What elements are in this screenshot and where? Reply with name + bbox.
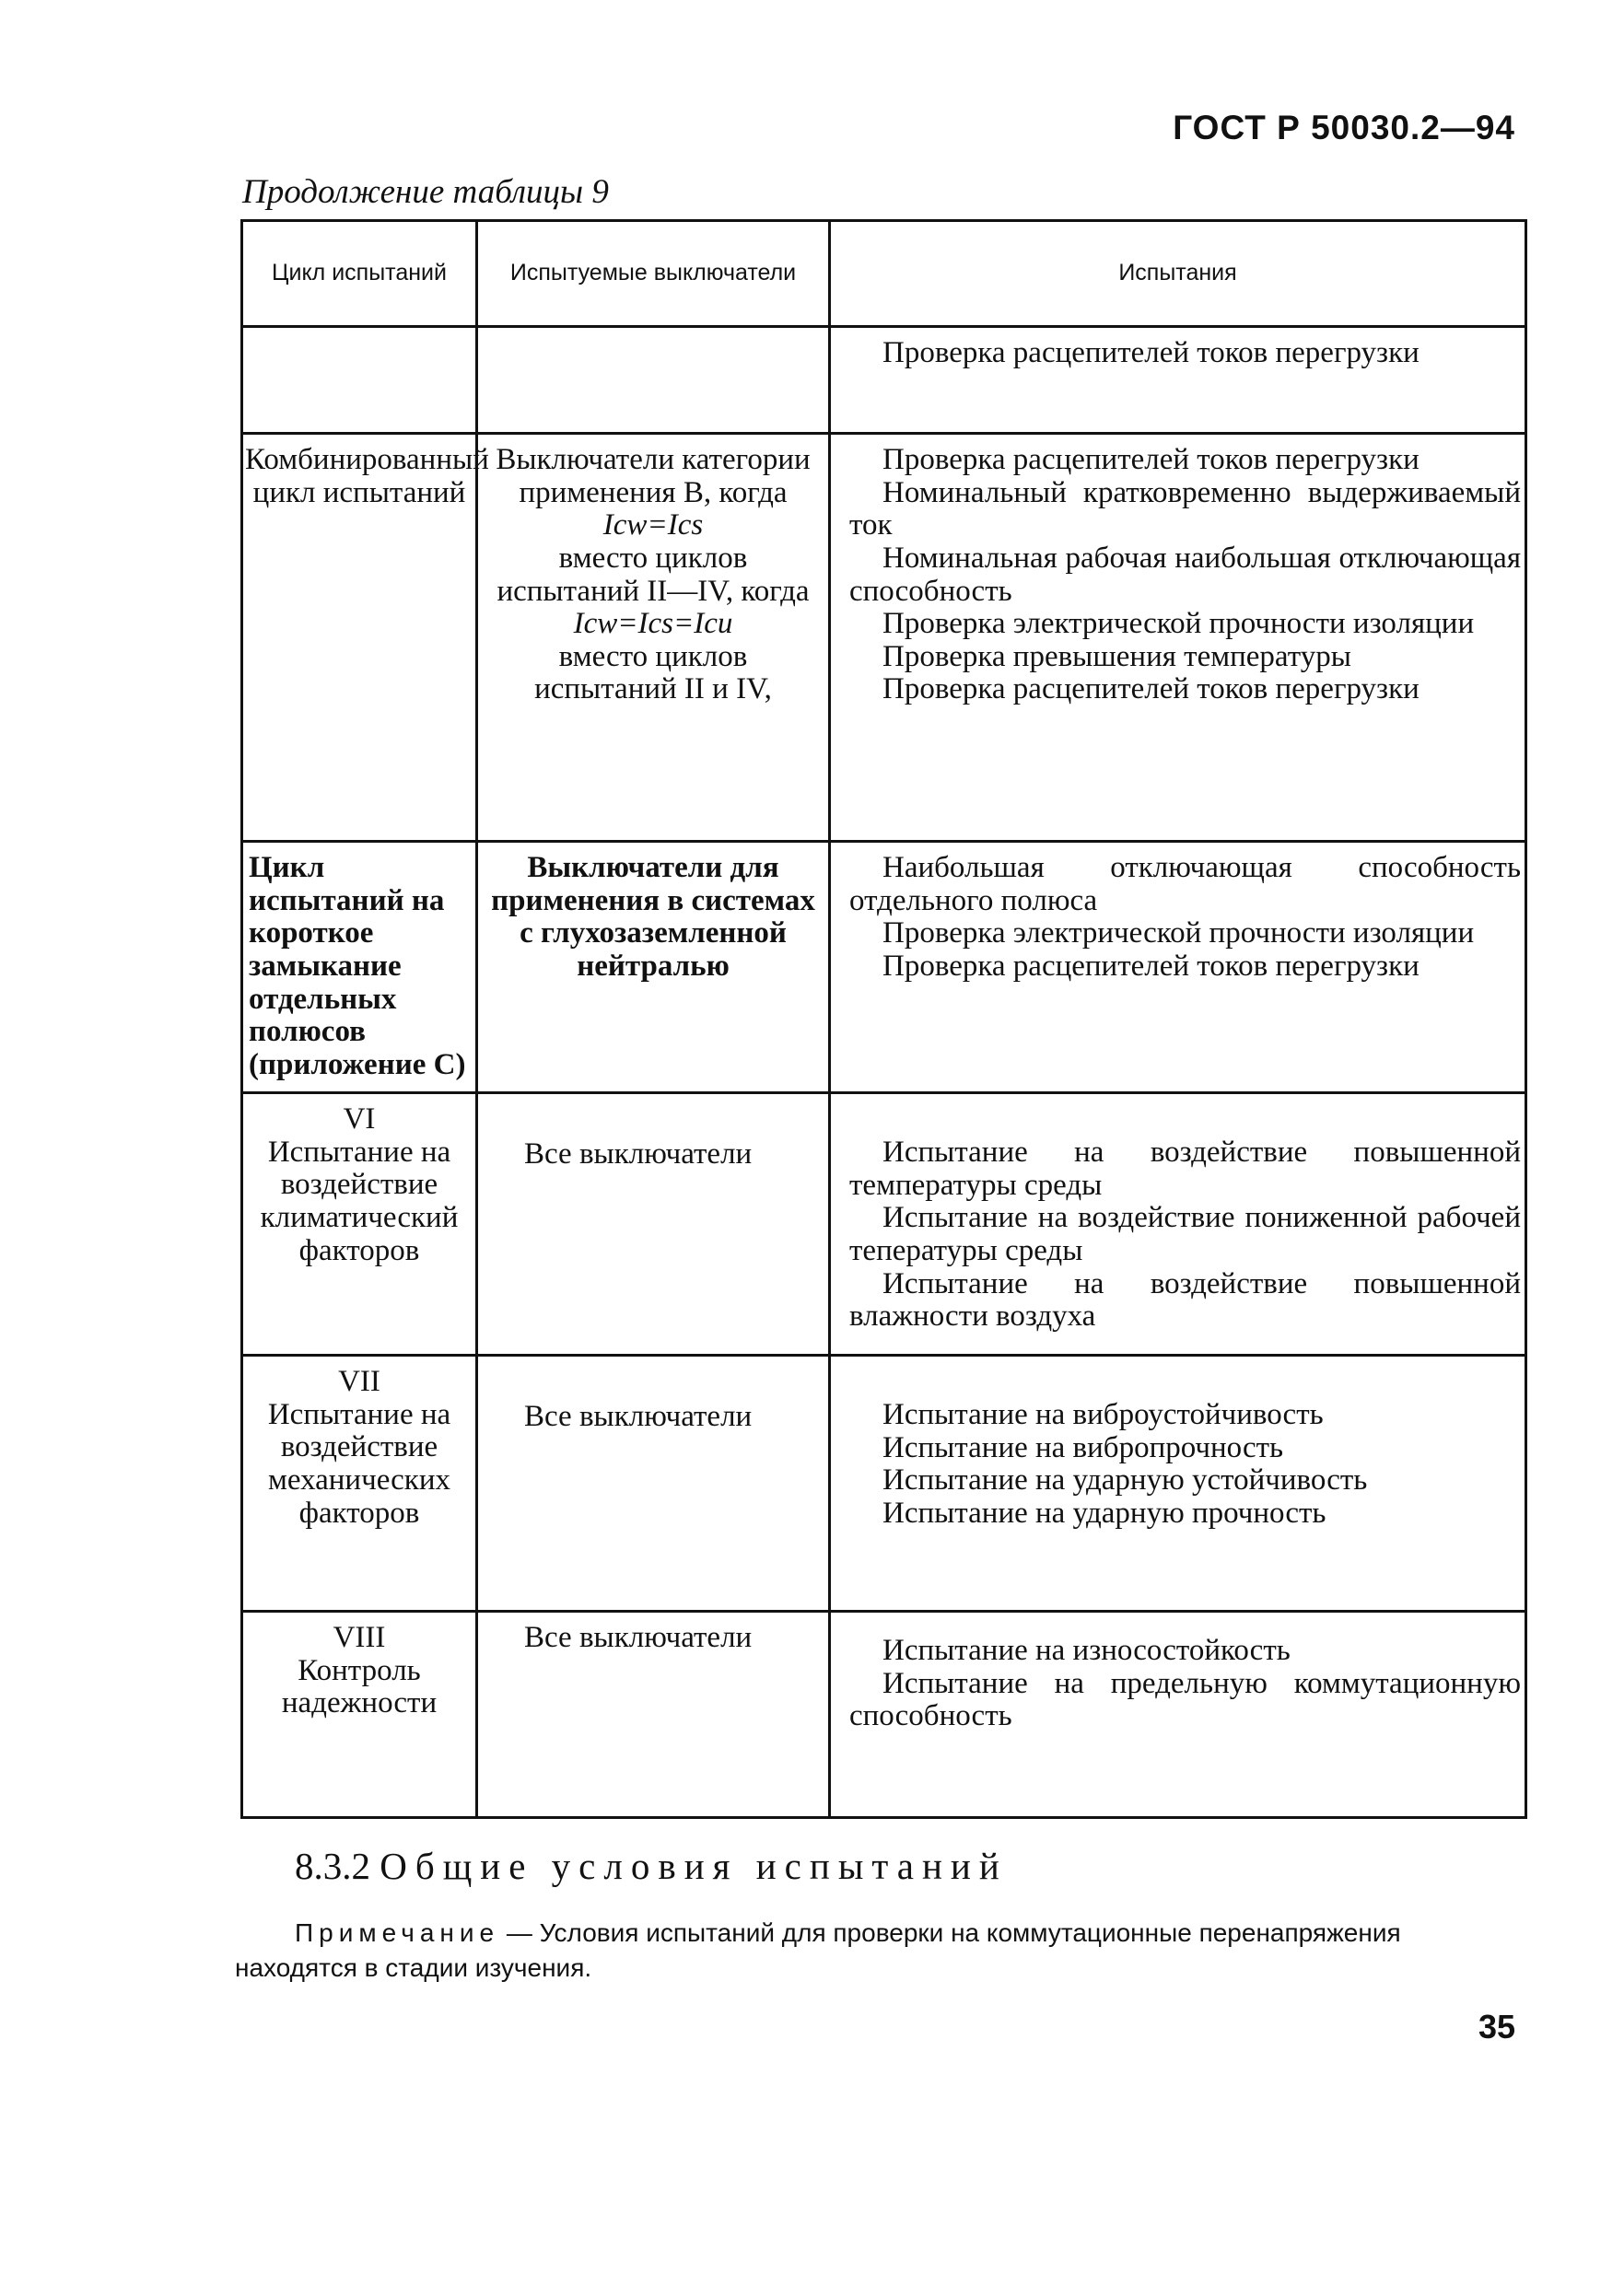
column-header-breakers: Испытуемые выключатели <box>477 221 830 327</box>
table-row <box>242 1356 1526 1612</box>
test-item: Номинальная рабочая наибольшая отключающая способность <box>849 541 1521 608</box>
cell-tests <box>830 1093 1526 1356</box>
breakers-text: Все выключатели <box>524 1621 753 1654</box>
test-item: Проверка расцепителей токов перегрузки <box>882 336 1420 369</box>
cell-cycle <box>242 1093 477 1356</box>
table-header-row <box>242 221 1526 327</box>
cell-breakers <box>477 327 830 434</box>
cell-breakers <box>477 1356 830 1612</box>
breakers-text: Все выключатели <box>524 1400 753 1433</box>
note-dash: — <box>506 1918 532 1947</box>
table-caption: Продолжение таблицы 9 <box>242 173 609 211</box>
test-item: Испытание на ударную устойчивость <box>882 1463 1368 1498</box>
cell-cycle <box>242 1356 477 1612</box>
test-item: Проверка превышения температуры <box>882 639 1351 673</box>
cell-tests <box>830 434 1526 842</box>
test-item: Испытание на износостойкость <box>882 1634 1291 1667</box>
breakers-text: Выключатели категории применения В, когда <box>496 443 811 509</box>
cycle-name: Цикл испытаний на короткое замыкание отдельных полюсов (приложение С) <box>249 851 466 1081</box>
cell-breakers <box>477 842 830 1093</box>
tests-table <box>240 219 1527 1819</box>
cell-tests <box>830 1612 1526 1818</box>
note-text: Условия испытаний для проверки на коммутационные перенапряжения находятся в стадии изучения. <box>235 1918 1401 1982</box>
section-heading <box>295 1844 1008 1888</box>
breakers-text: вместо циклов испытаний II и IV, <box>534 639 772 706</box>
cycle-name: Испытание на воздействие климатический факторов <box>260 1135 459 1267</box>
formula: Icw=Ics=Icu <box>573 607 733 641</box>
test-item: Испытание на предельную коммутационную способность <box>849 1666 1521 1733</box>
note-lead: Примечание <box>295 1918 500 1947</box>
section-number: 8.3.2 <box>295 1845 370 1887</box>
cell-cycle <box>242 327 477 434</box>
table-row <box>242 842 1526 1093</box>
cell-tests <box>830 842 1526 1093</box>
table-row <box>242 1093 1526 1356</box>
formula: Icw=Ics <box>602 508 704 542</box>
test-item: Проверка расцепителей токов перегрузки <box>882 672 1420 706</box>
cell-breakers <box>477 1612 830 1818</box>
tests-table-container <box>240 219 1525 1819</box>
document-header: ГОСТ Р 50030.2—94 <box>1173 109 1515 146</box>
column-header-cycle: Цикл испытаний <box>242 221 477 327</box>
test-item: Номинальный кратковременно выдерживаемый ток <box>849 475 1521 542</box>
test-item: Испытание на ударную прочность <box>882 1496 1326 1530</box>
cell-tests <box>830 1356 1526 1612</box>
test-item: Испытание на воздействие пониженной рабочей тепературы среды <box>849 1201 1521 1267</box>
column-header-tests: Испытания <box>830 221 1526 327</box>
test-item: Испытание на воздействие повышенной температуры среды <box>849 1136 1521 1202</box>
cell-tests <box>830 327 1526 434</box>
breakers-text: Все выключатели <box>524 1137 753 1171</box>
note-paragraph <box>235 1916 1525 1986</box>
test-item: Проверка расцепителей токов перегрузки <box>882 949 1420 983</box>
breakers-text: Выключатели для применения в системах с глухозаземленной нейтралью <box>491 851 815 983</box>
test-item: Испытание на виброустойчивость <box>882 1398 1324 1431</box>
cycle-number: VI <box>343 1102 376 1136</box>
table-row <box>242 434 1526 842</box>
test-item: Испытание на воздействие повышенной влажности воздуха <box>849 1266 1521 1334</box>
table-row <box>242 1612 1526 1818</box>
cell-cycle <box>242 842 477 1093</box>
section-title: Общие условия испытаний <box>380 1845 1008 1887</box>
cycle-name: Испытание на воздействие механических факторов <box>267 1397 451 1530</box>
table-row <box>242 327 1526 434</box>
test-item: Проверка электрической прочности изоляции <box>882 916 1475 950</box>
test-item: Испытание на вибропрочность <box>882 1430 1284 1464</box>
cycle-name: Контроль надежности <box>281 1653 438 1720</box>
cycle-name: Комбинированный цикл испытаний <box>245 443 489 509</box>
cycle-number: VII <box>338 1365 380 1398</box>
cell-breakers <box>477 1093 830 1356</box>
cell-cycle <box>242 1612 477 1818</box>
breakers-text: вместо циклов испытаний II—IV, когда <box>497 541 810 608</box>
test-item: Наибольшая отключающая способность отдельного полюса <box>849 851 1521 917</box>
cell-cycle <box>242 434 489 842</box>
cell-breakers <box>477 434 830 842</box>
test-item: Проверка электрической прочности изоляции <box>882 607 1475 641</box>
test-item: Проверка расцепителей токов перегрузки <box>882 443 1420 476</box>
cycle-number: VIII <box>333 1621 386 1654</box>
page-number: 35 <box>1478 2008 1515 2045</box>
